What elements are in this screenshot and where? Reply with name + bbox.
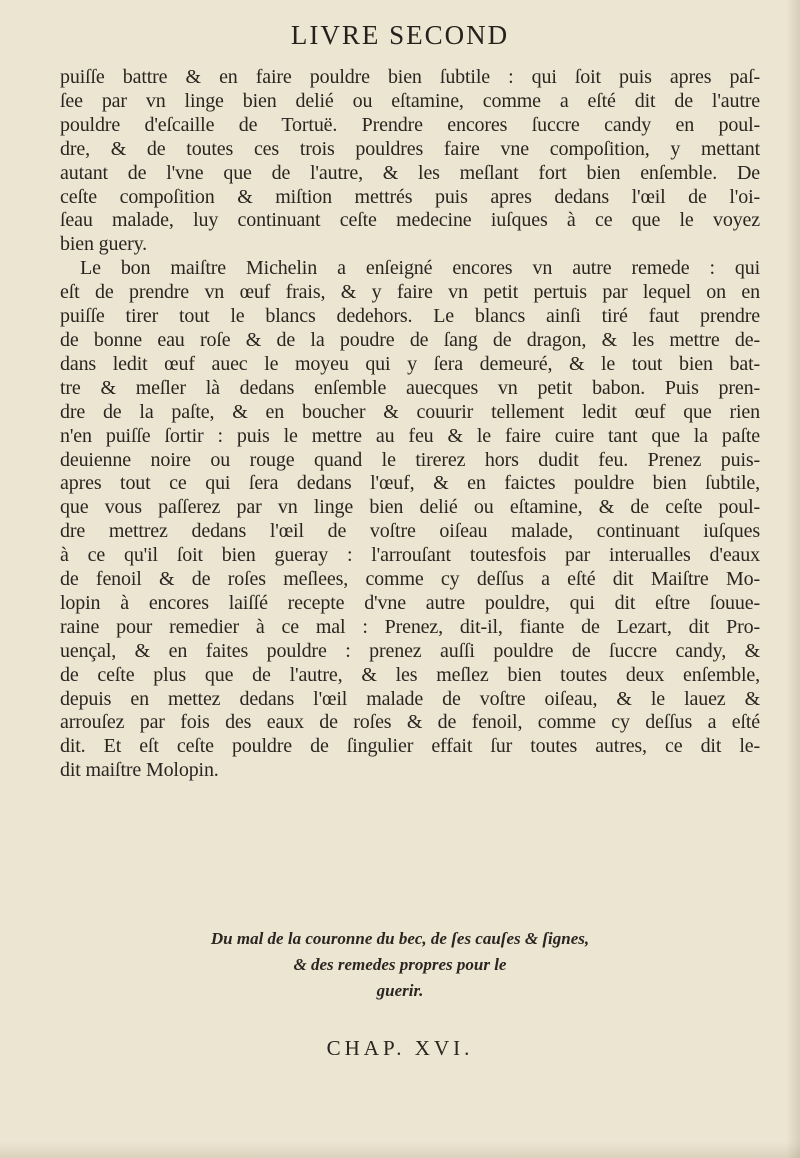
paragraph-2 <box>60 257 760 783</box>
text-line: ſee par vn linge bien delié ou eſtamine, comme a eſté dit de l'autre <box>60 89 760 112</box>
text-line: à ce qu'il ſoit bien gueray : l'arrouſant toutesfois par interualles d'eaux <box>60 544 760 567</box>
text-line: de ceſte plus que de l'autre, & les meſlez bien toutes deux enſemble, <box>60 663 760 686</box>
text-line: dit. Et eſt ceſte pouldre de ſingulier effait ſur toutes autres, ce dit le- <box>60 735 760 758</box>
text-line: dre, & de toutes ces trois pouldres faire vne compoſition, y mettant <box>60 137 760 160</box>
text-line: Le bon maiſtre Michelin a enſeigné encores vn autre remede : qui <box>80 257 760 280</box>
text-line: apres tout ce qui ſera dedans l'œuf, & en faictes pouldre bien ſubtile, <box>60 472 760 495</box>
chapter-heading-line: Du mal de la couronne du bec, de ſes cauſes & ſignes, <box>210 929 590 948</box>
text-line: lopin à encores laiſſé recepte d'vne autre pouldre, qui dit eſtre ſouue- <box>60 591 760 614</box>
chapter-heading <box>0 926 800 1004</box>
body-text <box>60 66 760 783</box>
running-head: LIVRE SECOND <box>290 20 510 50</box>
text-line: puiſſe tirer tout le blancs dedehors. Le blancs ainſi tiré faut prendre <box>60 305 760 328</box>
text-line: puiſſe battre & en faire pouldre bien ſubtile : qui ſoit puis apres paſ- <box>60 66 760 88</box>
text-line: n'en puiſſe ſortir : puis le mettre au feu & le faire cuire tant que la paſte <box>60 424 760 447</box>
text-line: deuienne noire ou rouge quand le tirerez hors dudit feu. Prenez puis- <box>60 448 760 471</box>
text-line: tre & meſler là dedans enſemble auecques vn petit babon. Puis pren- <box>60 376 760 399</box>
chapter-heading-line: guerir. <box>376 981 424 1000</box>
text-line: raine pour remedier à ce mal : Prenez, dit-il, fiante de Lezart, dit Pro- <box>60 615 760 638</box>
text-line: que vous paſſerez par vn linge bien delié ou eſtamine, & de ceſte poul- <box>60 496 760 519</box>
chapter-number: CHAP. XVI. <box>326 1036 474 1060</box>
paragraph-1 <box>60 66 760 257</box>
chapter-heading-line: & des remedes propres pour le <box>293 955 507 974</box>
text-line: autant de l'vne que de l'autre, & les meſlant fort bien enſemble. De <box>60 161 760 184</box>
text-line: dit maiſtre Molopin. <box>60 759 219 782</box>
text-line: dre mettrez dedans l'œil de voſtre oiſeau malade, continuant iuſques <box>60 520 760 543</box>
text-line: dans ledit œuf auec le moyeu qui y ſera demeuré, & le tout bien bat- <box>60 352 760 375</box>
text-line: de bonne eau roſe & de la poudre de ſang de dragon, & les mettre de- <box>60 328 760 351</box>
text-line: bien guery. <box>60 233 148 256</box>
text-line: dre de la paſte, & en boucher & couurir tellement ledit œuf que rien <box>60 400 760 423</box>
text-line: de fenoil & de roſes meſlees, comme cy deſſus a eſté dit Maiſtre Mo- <box>60 568 760 591</box>
text-line: arrouſez par fois des eaux de roſes & de fenoil, comme cy deſſus a eſté <box>60 711 760 734</box>
text-line: eſt de prendre vn œuf frais, & y faire vn petit pertuis par lequel on en <box>60 281 760 304</box>
text-line: pouldre d'eſcaille de Tortuë. Prendre encores ſuccre candy en poul- <box>60 113 760 136</box>
text-line: depuis en mettez dedans l'œil malade de voſtre oiſeau, & le lauez & <box>60 687 760 710</box>
page-bottom-shadow <box>0 1142 800 1158</box>
text-line: ſeau malade, luy continuant ceſte medecine iuſques à ce que le voyez <box>60 209 760 232</box>
text-line: uençal, & en faites pouldre : prenez auſſi pouldre de ſuccre candy, & <box>60 639 760 662</box>
text-line: ceſte compoſition & miſtion mettrés puis apres dedans l'œil de l'oi- <box>60 185 760 208</box>
